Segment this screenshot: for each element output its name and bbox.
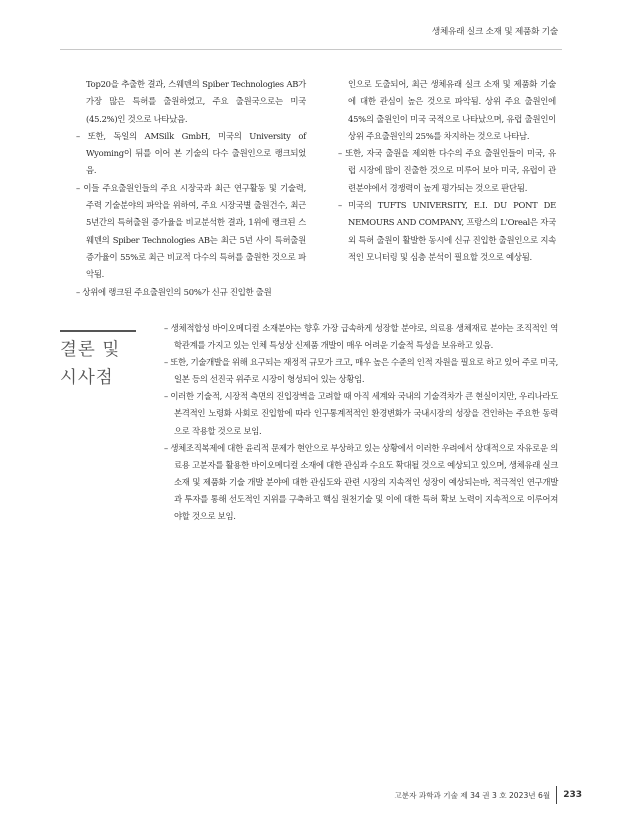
conclusion-body xyxy=(160,320,558,525)
header-divider xyxy=(60,49,562,50)
section-heading xyxy=(60,330,136,392)
bullet-item: – 또한, 자국 출원을 제외한 다수의 주요 출원인들이 미국, 유럽 시장에 많이 진출한 것으로 미루어 보아 미국, 유럽이 관련분야에서 경쟁력이 높게 평가되는 것으로 판단됨. xyxy=(338,148,556,193)
paragraph: 인으로 도출되어, 최근 생체유래 실크 소재 및 제품화 기술에 대한 관심이 높은 것으로 파악됨. 상위 주요 출원인에 45%의 출원인이 미국 국적으로 나타났으며, 유럽 출원인이 상위 주요출원인의 25%를 차지하는 것으로 나타남. xyxy=(348,79,556,141)
running-header: 생체유래 실크 소재 및 제품화 기술 xyxy=(431,27,558,37)
page-number: 233 xyxy=(563,790,582,800)
bullet-item: – 생체적합성 바이오메디컬 소재분야는 향후 가장 급속하게 성장할 분야로, 의료용 생체재료 분야는 조직적인 역학관계를 가지고 있는 인체 특성상 신제품 개발이 매우 어려운 기술적 특성을 보유하고 있음. xyxy=(164,323,558,351)
bullet-item: – 또한, 독일의 AMSilk GmbH, 미국의 University of Wyoming이 뒤를 이어 본 기술의 다수 출원인으로 랭크되었음. xyxy=(76,130,306,176)
footer-divider xyxy=(556,786,557,804)
right-column xyxy=(334,76,556,266)
journal-citation: 고분자 과학과 기술 제 34 권 3 호 2023년 6월 xyxy=(394,790,551,800)
bullet-item: – 생체조직복제에 대한 윤리적 문제가 현안으로 부상하고 있는 상황에서 이러한 우려에서 상대적으로 자유로운 의료용 고분자를 활용한 바이오메디컬 소재에 대한 관심과 수요도 확대될 것으로 예상되고 있으며, 생체유래 실크 소재 및 제품화 기술 개발 분야에 대한 관심도와 관련 시장의 지속적인 성장이 예상되는바, 적극적인 연구개발과 투자를 통해 선도적인 지위를 구축하고 핵심 원천기술 및 이에 대한 특허 확보 노력이 지속적으로 이루어져야할 것으로 보임. xyxy=(164,442,558,522)
left-column xyxy=(72,76,306,301)
paragraph: Top20을 추출한 결과, 스웨덴의 Spiber Technologies AB가 가장 많은 특허를 출원하였고, 주요 출원국으로는 미국(45.2%)인 것으로 나타났음. xyxy=(86,79,306,124)
page-footer xyxy=(394,786,582,804)
bullet-item: – 상위에 랭크된 주요출원인의 50%가 신규 진입한 출원 xyxy=(76,286,272,297)
section-heading-line: 시사점 xyxy=(60,368,114,388)
section-heading-line: 결론 및 xyxy=(60,340,121,360)
bullet-item: – 이들 주요출원인들의 주요 시장국과 최근 연구활동 및 기술력, 주력 기술분야의 파악을 위하여, 주요 시장국별 출원건수, 최근 5년간의 특허출원 증가율을 비교분석한 결과, 1위에 랭크된 스웨덴의 Spiber Technologies AB는 최근 5년 사이 특허출원 증가율이 55%로 최근 비교적 다수의 특허를 출원한 것으로 파악됨. xyxy=(76,182,306,280)
bullet-item: – 이러한 기술적, 시장적 측면의 진입장벽을 고려할 때 아직 세계와 국내의 기술격차가 큰 현실이지만, 우리나라도 본격적인 노령화 사회로 진입함에 따라 인구통계적적인 환경변화가 국내시장의 성장을 견인하는 주요한 동력으로 작용할 것으로 보임. xyxy=(164,391,558,436)
bullet-item: – 미국의 TUFTS UNIVERSITY, E.I. DU PONT DE NEMOURS AND COMPANY, 프랑스의 L'Oreal은 자국외 특허 출원이 활발한 동시에 신규 진입한 출원인으로 지속적인 모니터링 및 심층 분석이 필요할 것으로 예상됨. xyxy=(338,200,556,262)
bullet-item: – 또한, 기술개발을 위해 요구되는 재정적 규모가 크고, 매우 높은 수준의 인적 자원을 필요로 하고 있어 주로 미국, 일본 등의 선진국 위주로 시장이 형성되어 있는 상황임. xyxy=(164,357,558,385)
